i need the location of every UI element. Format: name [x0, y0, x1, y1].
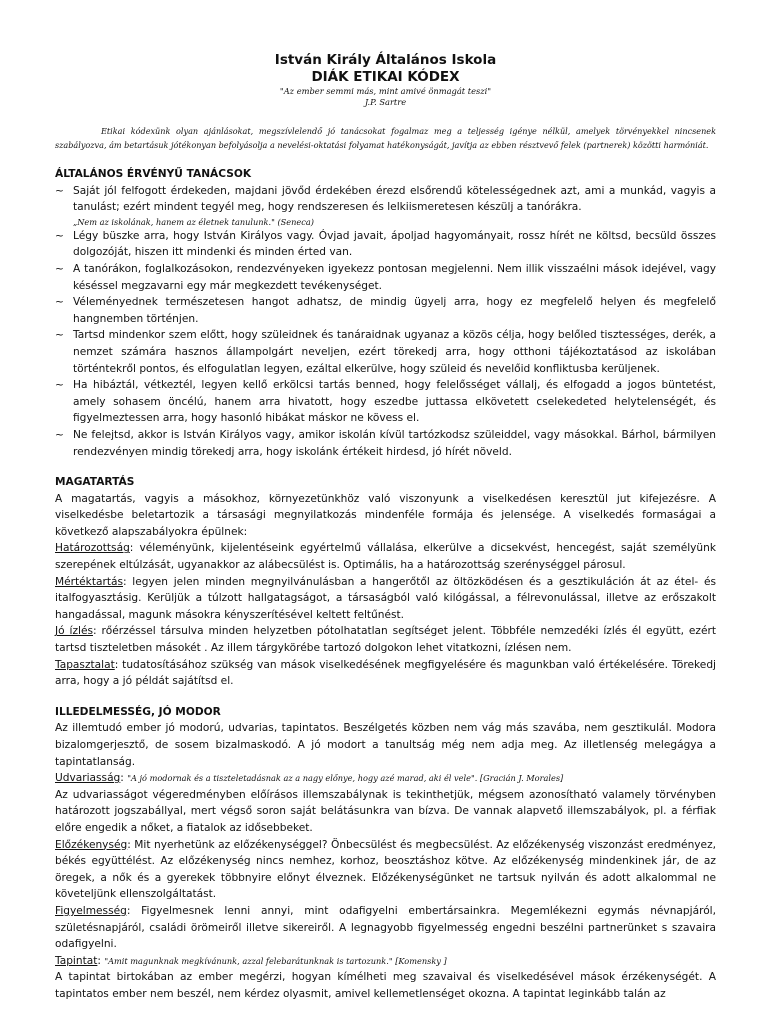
section-heading-manners: ILLEDELMESSÉG, JÓ MODOR — [55, 705, 221, 718]
document-title: DIÁK ETIKAI KÓDEX — [311, 69, 460, 85]
rule-term: Udvariasság — [55, 772, 121, 785]
intro-paragraph: Etikai kódexünk olyan ajánlásokat, megszívlelendő jó tanácsokat fogalmaz meg a teljesség igénye nélkül, amelyek törvényekkel nincsenek szabályozva, ám betartásuk jótékonyan befolyásolja a nevelési-oktatási folyamat hatékonyságát, javítja az ebben résztvevő felek (partnerek) közötti harmóniát. — [55, 126, 716, 150]
list-item — [55, 377, 716, 427]
manners-rule — [55, 903, 716, 953]
tilde-bullet-icon: ~ — [55, 379, 64, 392]
list-item — [55, 183, 716, 216]
rule-text: Légy büszke arra, hogy István Királyos vagy. Óvjad javait, ápoljad hagyományait, rossz hírét ne költsd, becsüld összes dolgozóját, hiszen itt mindenki és minden érted van. — [73, 229, 716, 259]
list-item — [55, 427, 716, 460]
rule-text: : rőérzéssel társulva minden helyzetben pótolhatatlan segítséget jelent. Többféle nemzedéki ízlés él együtt, ezért tartsd tiszteletben másokét . Az illem tárgykörébe tartozó dolgokon lehet vitatkozni, ízlésen nem. — [55, 625, 716, 655]
behavior-intro: A magatartás, vagyis a másokhoz, környezetünkhöz való viszonyunk a viselkedésen keresztül jut kifejezésre. A viselkedésbe beletartozik a társasági megnyilatkozás mindenféle formája és jelensége. A viselkedés formaságai a következő alapszabályokra épülnek: — [55, 492, 716, 538]
rule-text: A tanórákon, foglalkozásokon, rendezvényeken igyekezz pontosan megjelenni. Nem illik visszaélni mások idejével, vagy késéssel megzavarni egy már megkezdett tevékenységet. — [73, 262, 716, 292]
tilde-bullet-icon: ~ — [55, 296, 64, 309]
courtesy-text: Az udvariasságot végeredményben előírásos illemszabálynak is tekinthetjük, mégsem azonosítható valamely törvényben határozott jogszabállyal, mert végső soron saját belátásunkra van bízva. De vannak alapvető illemszabályok, pl. a férfiak előre engedik a nőket, a fiatalok az idősebbeket. — [55, 788, 716, 834]
tilde-bullet-icon: ~ — [55, 184, 64, 197]
list-item — [55, 294, 716, 327]
rule-term: Tapintat — [55, 954, 98, 967]
rule-text: Ne felejtsd, akkor is István Királyos vagy, amikor iskolán kívül tartózkodsz szüleiddel, vagy másokkal. Bárhol, bármilyen rendezvényen mindig törekedj arra, hogy iskolánk értékeit hirdesd, jó hírét növeld. — [73, 428, 716, 458]
rule-term: Figyelmesség — [55, 904, 127, 917]
rule-text: Saját jól felfogott érdekeden, majdani jövőd érdekében érezd elsőrendű kötelességednek azt, ami a munkád, vagyis a tanulást; ezért mindent tegyél meg, hogy rendszeresen és lelkiismeretesen készülj a tanórákra. — [73, 184, 716, 214]
tact-text: A tapintat birtokában az ember megérzi, hogyan kímélheti meg szavaival és viselkedésével mások érzékenységét. A tapintatos ember nem beszél, nem kérdez olyasmit, amivel kellemetlenséget okozna. A tapintat leginkább talán az — [55, 971, 716, 1000]
rule-text: Ha hibáztál, vétkeztél, legyen kellő erkölcsi tartás benned, hogy felelősséget vállalj, és elfogadd a jogos büntetést, amely sohasem öncélú, hanem arra hivatott, hogy eszedbe juttassa elkövetett cselekedeted helytelenségét, és figyelmeztessen arra, hogy hasonló hibákat máskor ne kövess el. — [73, 379, 716, 425]
motto-quote: "Az ember semmi más, mint amivé önmagát teszi" — [279, 86, 492, 96]
rule-text: : tudatosításához szükség van mások viselkedésének megfigyelésére és magunkban való értékelésére. Törekedj arra, hogy a jó példát sajátítsd el. — [55, 658, 716, 688]
seneca-quote: „Nem az iskolának, hanem az életnek tanulunk." (Seneca) — [73, 216, 314, 227]
behavior-rule — [55, 574, 716, 624]
courtesy-quote: "A jó modornak és a tiszteletadásnak az a nagy előnye, hogy azé marad, aki él vele". [Gracián J. Morales] — [127, 773, 564, 784]
rule-term: Mértéktartás — [55, 575, 123, 588]
tact-heading: Tapintat: "Amit magunknak megkívánunk, azzal felebarátunknak is tartozunk." [Komensky ] — [55, 954, 447, 967]
behavior-rule — [55, 623, 716, 656]
tilde-bullet-icon: ~ — [55, 262, 64, 275]
behavior-rule — [55, 540, 716, 573]
rule-text: : Mit nyerhetünk az előzékenységgel? Önbecsülést és megbecsülést. Az előzékenység viszonzást eredményez, békés együttélést. Az előzékenység nincs nemhez, korhoz, beosztáshoz kötve. Az előzékenység mindenkinek jár, de az öregek, a nők és a gyerekek többnyire előnyt élveznek. Előzékenységünket ne tartsuk nyilván és adott alkalommal ne követeljünk ellenszolgáltatást. — [55, 838, 716, 901]
tilde-bullet-icon: ~ — [55, 229, 64, 242]
general-rules-list-cont — [55, 228, 716, 460]
rule-text: : Figyelmesnek lenni annyi, mint odafigyelni embertársainkra. Megemlékezni egymás névnapjáról, születésnapjáról, családi örömeiről illetve sikereiről. A legnagyobb figyelmesség engedni beszélni partnerünket s szavaira odafigyelni. — [55, 904, 716, 951]
rule-term: Jó ízlés — [55, 625, 93, 638]
section-heading-general: ÁLTALÁNOS ÉRVÉNYŰ TANÁCSOK — [55, 168, 252, 180]
manners-rule — [55, 837, 716, 903]
behavior-rule — [55, 657, 716, 690]
rule-term: Határozottság — [55, 542, 130, 555]
rule-term: Tapasztalat — [55, 658, 115, 671]
section-heading-behavior: MAGATARTÁS — [55, 476, 135, 489]
list-item — [55, 261, 716, 294]
list-item — [55, 228, 716, 261]
rule-text: : legyen jelen minden megnyilvánulásban a hangerőtől az öltözködésen és a gesztikuláción át az étel- és italfogyasztásig. Kerüljük a túlzott hallgatagságot, a társaságból való kilógással, a félrevonulással, illetve az erőszakolt hangadással, magunk másokra kényszerítésével keltett feltűnést. — [55, 575, 716, 621]
tact-quote: "Amit magunknak megkívánunk, azzal felebarátunknak is tartozunk." [Komensky ] — [104, 955, 447, 966]
tilde-bullet-icon: ~ — [55, 428, 64, 441]
rule-text: Tartsd mindenkor szem előtt, hogy szüleidnek és tanáraidnak ugyanaz a közös célja, hogy belőled tisztességes, derék, a nemzet számára hasznos állampolgárt neveljen, ezért törekedj arra, hogy otthoni tájékoztatásod az iskolában történtekről pontos, és elfogulatlan legyen, ezáltal elkerülve, hogy szüleid és nevelőid konfliktusba kerüljenek. — [73, 329, 716, 375]
courtesy-heading: Udvariasság: "A jó modornak és a tiszteletadásnak az a nagy előnye, hogy azé marad, aki él vele". [Gracián J. Morales] — [55, 772, 564, 785]
rule-text: Véleményednek természetesen hangot adhatsz, de mindig ügyelj arra, hogy ez megfelelő helyen és megfelelő hangnemben történjen. — [73, 296, 716, 325]
motto-author: J.P. Sartre — [364, 97, 407, 107]
manners-intro: Az illemtudó ember jó modorú, udvarias, tapintatos. Beszélgetés közben nem vág más szavába, nem gesztikulál. Modora bizalomgerjesztő, de sosem bizalmaskodó. A jó modort a tanultság még nem adja meg. Az illetlenség melegágya a tapintatlanság. — [55, 722, 716, 768]
list-item — [55, 327, 716, 377]
rule-text: : véleményünk, kijelentéseink egyértelmű vállalása, elkerülve a dicsekvést, hencegést, saját személyünk szerepének eltúlzását, ugyanakkor az alábecsülést is. Optimális, ha a határozottság szerénységgel párosul. — [55, 542, 716, 572]
rule-term: Előzékenység — [55, 838, 128, 851]
general-rules-list — [55, 183, 716, 216]
school-name: István Király Általános Iskola — [274, 52, 497, 68]
tilde-bullet-icon: ~ — [55, 329, 64, 342]
